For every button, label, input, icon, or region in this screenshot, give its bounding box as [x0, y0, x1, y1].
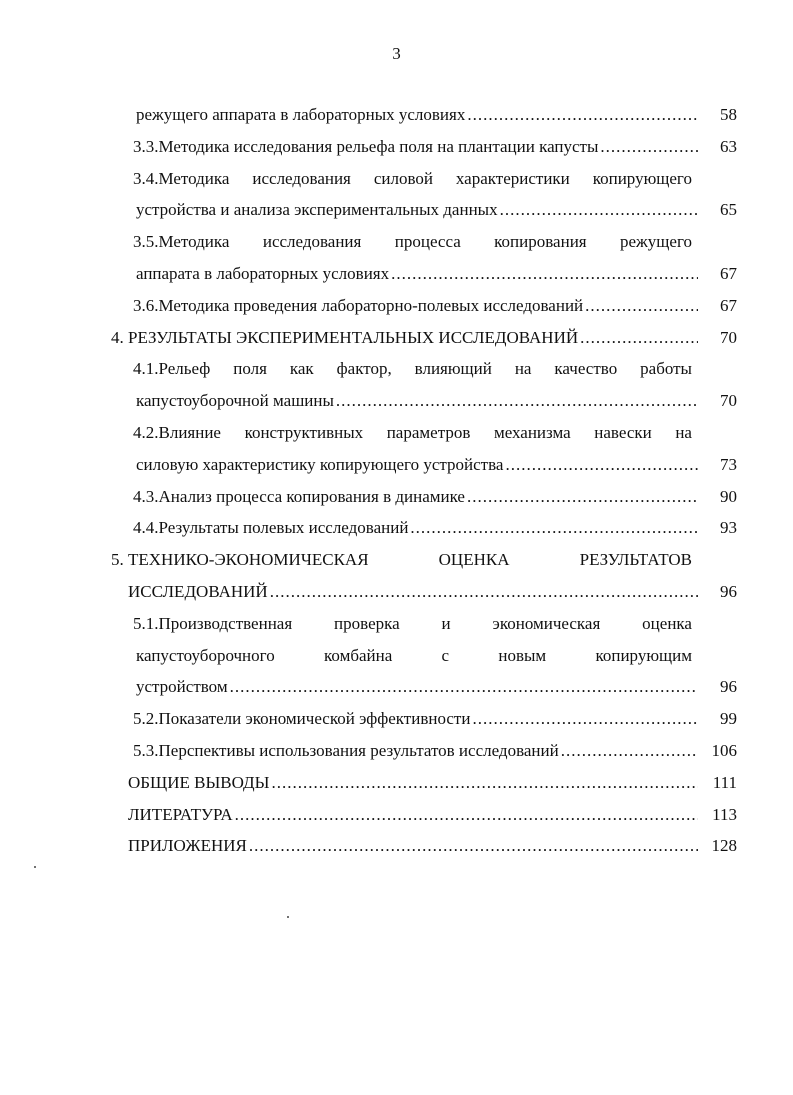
- toc-entry-word: 5.1.Производственная: [133, 613, 293, 633]
- toc-entry-word: режущего: [620, 232, 692, 252]
- toc-page-number: 96: [720, 677, 737, 697]
- toc-entry-text: [133, 355, 692, 382]
- toc-entry-word: 4.3.Анализ процесса копирования в динамике: [133, 486, 465, 506]
- toc-entry-word: на: [514, 359, 532, 379]
- toc-line: [0, 260, 793, 292]
- toc-entry-word: копирующим: [595, 645, 692, 665]
- dot-leader: [235, 801, 698, 828]
- toc-line: [0, 832, 793, 864]
- toc-page-number: 93: [720, 518, 737, 538]
- toc-entry-word: ЛИТЕРАТУРА: [128, 804, 233, 824]
- dot-leader: [600, 133, 698, 160]
- toc-line: [0, 514, 793, 546]
- toc-entry-text: [136, 196, 700, 223]
- dot-leader: [467, 101, 698, 128]
- toc-page-number: 63: [720, 136, 737, 156]
- toc-page-number: 65: [720, 200, 737, 220]
- toc-line: [0, 101, 793, 133]
- toc-entry-word: силовой: [373, 168, 433, 188]
- page-number: 3: [392, 44, 401, 63]
- toc-page-number: 113: [712, 804, 737, 824]
- toc-line: [0, 324, 793, 356]
- toc-entry-word: 4.1.Рельеф: [133, 359, 211, 379]
- toc-entry-word: 4.4.Результаты полевых исследований: [133, 518, 409, 538]
- toc-entry-word: фактор,: [336, 359, 392, 379]
- toc-entry-word: конструктивных: [244, 422, 364, 442]
- toc-entry-word: устройством: [136, 677, 228, 697]
- toc-entry-text: [133, 483, 700, 510]
- toc-line: [0, 737, 793, 769]
- toc-line: [0, 387, 793, 419]
- toc-line: [0, 165, 793, 197]
- toc-entry-text: [128, 578, 700, 605]
- toc-entry-word: ИССЛЕДОВАНИЙ: [128, 581, 268, 601]
- toc-entry-text: [136, 387, 700, 414]
- dot-leader: [336, 387, 698, 414]
- dot-leader: [271, 769, 698, 796]
- toc-entry-text: [133, 165, 692, 192]
- toc-line: [0, 196, 793, 228]
- toc-entry-word: качество: [554, 359, 618, 379]
- dot-leader: [561, 737, 698, 764]
- toc-page-number: 58: [720, 105, 737, 124]
- scan-speck: [287, 916, 289, 918]
- toc-entry-text: [136, 260, 700, 287]
- toc-entry-text: [128, 769, 700, 796]
- toc-entry-word: 4. РЕЗУЛЬТАТЫ ЭКСПЕРИМЕНТАЛЬНЫХ ИССЛЕДОВАНИЙ: [111, 327, 579, 347]
- toc-line: [0, 610, 793, 642]
- toc-entry-text: [136, 451, 700, 478]
- toc-entry-word: характеристики: [455, 168, 570, 188]
- toc-entry-word: капустоуборочного: [136, 645, 275, 665]
- toc-entry-word: силовую характеристику копирующего устройства: [136, 454, 504, 474]
- toc-entry-word: капустоуборочной машины: [136, 391, 334, 411]
- toc-entry-word: ОБЩИЕ ВЫВОДЫ: [128, 772, 270, 792]
- toc-entry-word: 5. ТЕХНИКО-ЭКОНОМИЧЕСКАЯ: [111, 550, 369, 570]
- toc-entry-word: как: [289, 359, 314, 379]
- dot-leader: [467, 483, 698, 510]
- toc-page-number: 70: [720, 327, 737, 347]
- scan-speck: [34, 866, 36, 868]
- toc-entry-word: новым: [498, 645, 547, 665]
- toc-entry-word: 3.4.Методика: [133, 168, 230, 188]
- table-of-contents: [0, 101, 793, 864]
- toc-entry-word: 3.3.Методика исследования рельефа поля на плантации капусты: [133, 136, 599, 156]
- toc-entry-word: копирования: [494, 232, 587, 252]
- toc-page-number: 111: [712, 772, 737, 792]
- toc-page-number: 106: [711, 740, 737, 760]
- toc-line: [0, 419, 793, 451]
- toc-entry-word: комбайна: [324, 645, 393, 665]
- toc-line: [0, 673, 793, 705]
- toc-page-number: 73: [720, 454, 737, 474]
- dot-leader: [410, 514, 698, 541]
- toc-entry-text: [111, 546, 692, 573]
- toc-entry-word: поля: [233, 359, 267, 379]
- toc-entry-word: 5.2.Показатели экономической эффективности: [133, 709, 471, 729]
- toc-line: [0, 292, 793, 324]
- toc-line: [0, 769, 793, 801]
- toc-line: [0, 355, 793, 387]
- toc-entry-text: [128, 801, 700, 828]
- toc-line: [0, 705, 793, 737]
- dot-leader: [391, 260, 698, 287]
- toc-line: [0, 801, 793, 833]
- toc-page-number: 128: [711, 836, 737, 856]
- dot-leader: [472, 705, 698, 732]
- toc-entry-word: ПРИЛОЖЕНИЯ: [128, 836, 247, 856]
- toc-entry-word: исследования: [262, 232, 362, 252]
- toc-entry-text: [133, 133, 700, 160]
- toc-entry-word: работы: [640, 359, 692, 379]
- dot-leader: [230, 673, 698, 700]
- toc-entry-word: 3.5.Методика: [133, 232, 230, 252]
- dot-leader: [249, 832, 698, 859]
- toc-entry-word: исследования: [252, 168, 351, 188]
- toc-line: [0, 578, 793, 610]
- toc-entry-word: оценка: [642, 613, 692, 633]
- toc-page-number: 67: [720, 295, 737, 315]
- toc-entry-text: [133, 228, 692, 255]
- toc-entry-text: [133, 610, 692, 637]
- toc-entry-text: [136, 642, 692, 669]
- dot-leader: [270, 578, 698, 605]
- toc-entry-text: [133, 419, 692, 446]
- toc-entry-word: и: [441, 613, 451, 633]
- dot-leader: [500, 196, 698, 223]
- toc-line: [0, 546, 793, 578]
- toc-page-number: 99: [720, 709, 737, 729]
- toc-page-number: 70: [720, 391, 737, 411]
- toc-entry-word: влияющий: [414, 359, 492, 379]
- toc-entry-word: режущего аппарата в лабораторных условиях: [136, 105, 466, 124]
- toc-entry-word: устройства и анализа экспериментальных данных: [136, 200, 498, 220]
- toc-line: [0, 483, 793, 515]
- toc-entry-text: [133, 514, 700, 541]
- toc-line: [0, 133, 793, 165]
- toc-entry-word: с: [441, 645, 450, 665]
- toc-entry-word: проверка: [334, 613, 400, 633]
- toc-entry-word: копирующего: [592, 168, 692, 188]
- toc-entry-word: 4.2.Влияние: [133, 422, 221, 442]
- toc-entry-text: [136, 101, 700, 128]
- toc-entry-word: аппарата в лабораторных условиях: [136, 263, 390, 283]
- toc-entry-word: процесса: [394, 232, 461, 252]
- dot-leader: [585, 292, 698, 319]
- toc-entry-text: [133, 737, 700, 764]
- toc-entry-word: ОЦЕНКА: [438, 550, 510, 570]
- toc-entry-word: 3.6.Методика проведения лабораторно-полевых исследований: [133, 295, 584, 315]
- toc-entry-word: 5.3.Перспективы использования результатов исследований: [133, 740, 559, 760]
- toc-entry-word: параметров: [386, 422, 471, 442]
- toc-entry-text: [133, 292, 700, 319]
- toc-page-number: 90: [720, 486, 737, 506]
- toc-line: [0, 451, 793, 483]
- toc-line: [0, 228, 793, 260]
- dot-leader: [505, 451, 698, 478]
- toc-page-number: 96: [720, 581, 737, 601]
- toc-entry-word: на: [675, 422, 692, 442]
- toc-entry-text: [136, 673, 700, 700]
- toc-entry-text: [111, 324, 700, 351]
- dot-leader: [580, 324, 698, 351]
- toc-entry-word: механизма: [493, 422, 571, 442]
- toc-entry-word: экономическая: [492, 613, 601, 633]
- toc-entry-text: [128, 832, 700, 859]
- toc-entry-word: навески: [594, 422, 652, 442]
- toc-entry-text: [133, 705, 700, 732]
- toc-line: [0, 642, 793, 674]
- toc-page-number: 67: [720, 263, 737, 283]
- toc-entry-word: РЕЗУЛЬТАТОВ: [579, 550, 692, 570]
